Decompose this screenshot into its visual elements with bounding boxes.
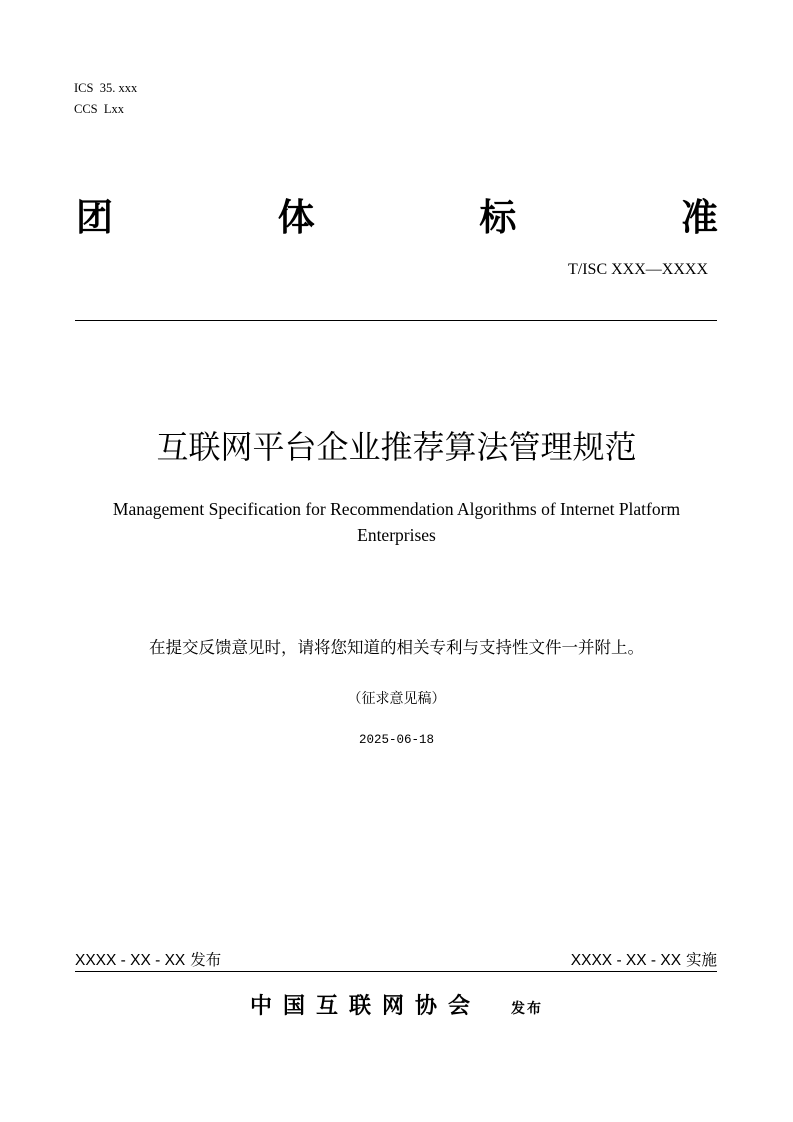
standard-number: T/ISC XXX—XXXX bbox=[568, 261, 708, 278]
header-divider bbox=[75, 320, 717, 321]
standard-type-char-2: 体 bbox=[277, 195, 315, 239]
patent-notice: 在提交反馈意见时，请将您知道的相关专利与支持性文件一并附上。 bbox=[149, 638, 644, 657]
publish-label: 发布 bbox=[190, 951, 222, 969]
english-title-line-2: Enterprises bbox=[357, 525, 436, 545]
publisher-label: 发布 bbox=[511, 1001, 544, 1017]
english-title-line-1: Management Specification for Recommendation Algorithms of Internet Platform bbox=[112, 499, 681, 519]
publisher-line bbox=[250, 992, 543, 1024]
standard-type-heading bbox=[76, 194, 718, 240]
release-dates-row bbox=[75, 949, 717, 972]
effective-date: XXXX - XX - XX bbox=[570, 952, 682, 969]
document-title-chinese: 互联网平台企业推荐算法管理规范 bbox=[156, 428, 637, 466]
standard-type-char-1: 团 bbox=[76, 195, 113, 239]
draft-label: （征求意见稿） bbox=[347, 691, 446, 707]
standard-type-char-3: 标 bbox=[479, 195, 517, 239]
publish-date-block bbox=[75, 950, 221, 971]
ics-code: ICS 35. xxx bbox=[74, 81, 138, 95]
ccs-code: CCS Lxx bbox=[74, 102, 125, 116]
classification-codes bbox=[74, 78, 137, 120]
draft-date: 2025-06-18 bbox=[358, 733, 434, 747]
publisher-organization: 中国互联网协会 bbox=[250, 994, 482, 1019]
effective-date-block bbox=[571, 950, 717, 971]
publish-date: XXXX - XX - XX bbox=[75, 952, 186, 969]
standard-type-char-4: 准 bbox=[680, 195, 718, 239]
document-title-english bbox=[80, 496, 713, 548]
effective-label: 实施 bbox=[685, 951, 717, 969]
